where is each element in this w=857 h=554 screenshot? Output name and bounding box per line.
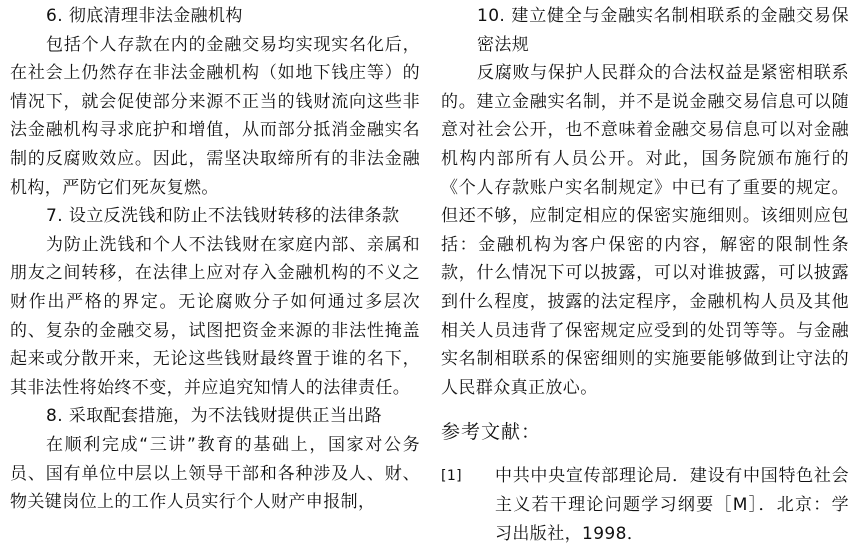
left-column [10, 2, 420, 517]
section-heading-8: 8. 采取配套措施，为不法钱财提供正当出路 [46, 406, 383, 427]
reference-text: 中共中央宣传部理论局．建设有中国特色社会主义若干理论问题学习纲要［M］．北京：学习出版社，1998． [495, 466, 849, 544]
section-body-7: 为防止洗钱和个人不法钱财在家庭内部、亲属和朋友之间转移，在法律上应对存入金融机构的不义之财作出严格的界定。无论腐败分子如何通过多层次的、复杂的金融交易，试图把资金来源的非法性掩盖起来或分散开来，无论这些钱财最终置于谁的名下，其非法性将始终不变，并应追究知情人的法律责任。 [10, 234, 420, 398]
reference-index: [1] [441, 468, 463, 485]
section-body-10: 反腐败与保护人民群众的合法权益是紧密相联系的。建立金融实名制，并不是说金融交易信息可以随意对社会公开，也不意味着金融交易信息可以对金融机构内部所有人员公开。对此，国务院颁布施行的《个人存款账户实名制规定》中已有了重要的规定。但还不够，应制定相应的保密实施细则。该细则应包括：金融机构为客户保密的内容，解密的限制性条款，什么情况下可以披露，可以对谁披露，可以披露到什么程度，披露的法定程序，金融机构人员及其他相关人员违背了保密规定应受到的处罚等等。与金融实名制相联系的保密细则的实施要能够做到让守法的人民群众真正放心。 [441, 63, 849, 398]
section-heading-7: 7. 设立反洗钱和防止不法钱财转移的法律条款 [46, 206, 400, 227]
right-column [441, 2, 849, 548]
section-body-8: 在顺利完成“三讲”教育的基础上，国家对公务员、国有单位中层以上领导干部和各种涉及人、财、物关键岗位上的工作人员实行个人财产申报制， [10, 434, 420, 513]
section-body-6: 包括个人存款在内的金融交易均实现实名化后，在社会上仍然存在非法金融机构（如地下钱庄等）的情况下，就会促使部分来源不正当的钱财流向这些非法金融机构寻求庇护和增值，从而部分抵消金融实名制的反腐败效应。因此，需坚决取缔所有的非法金融机构，严防它们死灰复燃。 [10, 34, 420, 198]
reference-item [441, 462, 849, 548]
section-heading-6: 6. 彻底清理非法金融机构 [46, 6, 243, 26]
references-title: 参考文献： [441, 421, 542, 444]
section-heading-10: 10. 建立健全与金融实名制相联系的金融交易保密法规 [477, 6, 849, 55]
